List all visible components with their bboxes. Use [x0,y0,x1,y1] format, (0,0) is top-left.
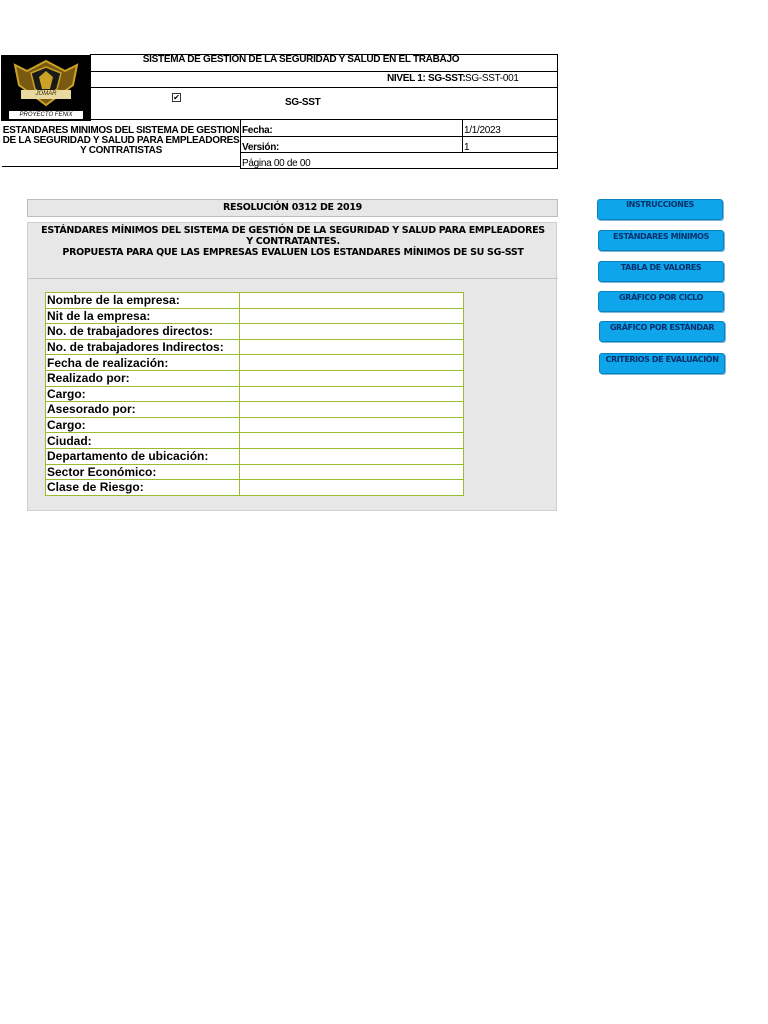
form-row [46,386,464,402]
form-row [46,293,464,309]
company-logo [1,55,91,121]
page-cell [241,153,557,168]
form-value-field[interactable] [240,324,464,340]
form-label: Sector Económico: [46,464,240,480]
version-label-cell [241,137,463,153]
form-row [46,448,464,464]
form-value-field[interactable] [240,464,464,480]
description-line2: PROPUESTA PARA QUE LAS EMPRESAS EVALUEN LOS ESTANDARES MÍNIMOS DE SU SG-SST [62,247,524,258]
company-info-form [45,292,464,496]
form-label: Cargo: [46,386,240,402]
form-label: Nombre de la empresa: [46,293,240,309]
form-row [46,339,464,355]
description-line1: ESTÁNDARES MÍNIMOS DEL SISTEMA DE GESTIÓN DE LA SEGURIDAD Y SALUD PARA EMPLEADORES Y CONTRATANTES. [41,225,545,247]
criterios-de-evaluacion-button[interactable]: CRITERIOS DE EVALUACIÓN [599,353,725,374]
form-row [46,308,464,324]
form-value-field[interactable] [240,293,464,309]
form-label: Clase de Riesgo: [46,480,240,496]
form-label: Realizado por: [46,370,240,386]
form-row [46,355,464,371]
system-title-cell [90,54,558,72]
form-value-field[interactable] [240,370,464,386]
logo-footer-text: PROYECTO FENIX [19,112,73,118]
meta-grid [240,120,558,169]
form-value-field[interactable] [240,417,464,433]
fecha-value-cell [463,120,557,137]
form-label: No. de trabajadores Indirectos: [46,339,240,355]
fecha-label-cell [241,120,463,137]
form-value-field[interactable] [240,448,464,464]
form-row [46,402,464,418]
nivel-label: NIVEL 1: SG-SST: [387,73,466,84]
form-label: Ciudad: [46,433,240,449]
form-row [46,370,464,386]
version-value-cell [463,137,557,153]
version-label: Versión: [242,142,280,153]
system-title: SISTEMA DE GESTION DE LA SEGURIDAD Y SALUD EN EL TRABAJO [142,54,460,65]
form-value-field[interactable] [240,308,464,324]
logo-name-text: JOMAR [35,91,57,97]
fecha-label: Fecha: [242,125,273,136]
instrucciones-button[interactable]: INSTRUCCIONES [597,199,723,220]
estandares-minimos-button[interactable]: ESTÁNDARES MÍNIMOS [598,230,724,251]
form-label: No. de trabajadores directos: [46,324,240,340]
resolution-bar [27,199,558,217]
form-value-field[interactable] [240,386,464,402]
resolution-title: RESOLUCIÓN 0312 DE 2019 [223,202,362,213]
form-value-field[interactable] [240,402,464,418]
form-label: Nit de la empresa: [46,308,240,324]
form-value-field[interactable] [240,355,464,371]
form-value-field[interactable] [240,339,464,355]
document-title: ESTANDARES MINIMOS DEL SISTEMA DE GESTION DE LA SEGURIDAD Y SALUD PARA EMPLEADORES Y CONTRATISTAS [2,125,240,156]
form-row [46,433,464,449]
code-row [90,87,558,120]
form-label: Asesorado por: [46,402,240,418]
code-text: SG-SST [285,97,321,108]
form-row [46,480,464,496]
title-underline [2,166,240,167]
form-row [46,324,464,340]
checkbox-icon[interactable]: ✔ [173,93,180,102]
grafico-por-ciclo-button[interactable]: GRÁFICO POR CICLO [598,291,724,312]
form-row [46,464,464,480]
nivel-row [90,71,558,88]
grafico-por-estandar-button[interactable]: GRÁFICO POR ESTÁNDAR [599,321,725,342]
version-value: 1 [464,142,470,153]
form-value-field[interactable] [240,480,464,496]
fecha-value: 1/1/2023 [464,125,501,136]
tabla-de-valores-button[interactable]: TABLA DE VALORES [598,261,724,282]
description-block [28,223,558,279]
page-text: Página 00 de 00 [242,158,311,169]
form-label: Cargo: [46,417,240,433]
form-value-field[interactable] [240,433,464,449]
form-row [46,417,464,433]
form-label: Departamento de ubicación: [46,448,240,464]
nivel-value: SG-SST-001 [465,73,519,84]
form-label: Fecha de realización: [46,355,240,371]
